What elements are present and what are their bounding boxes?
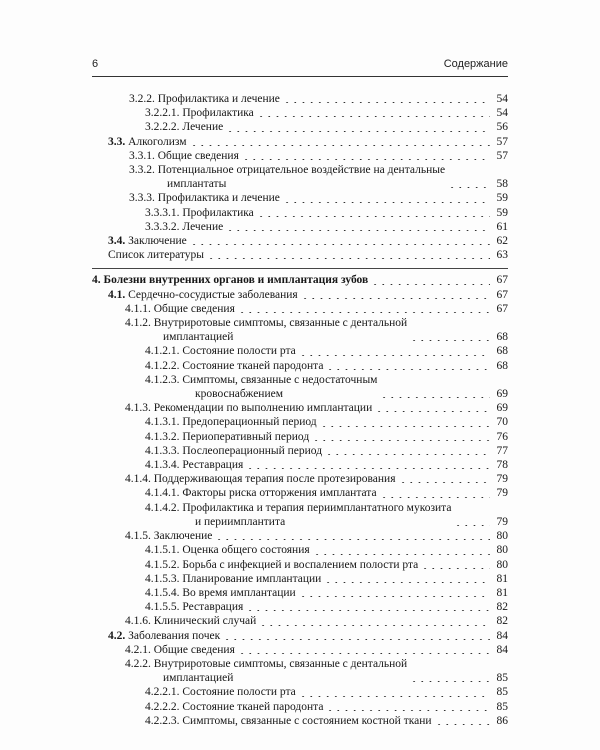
toc-entry-label [108,234,187,248]
dot-leader [299,355,490,356]
toc-entry-label [125,316,407,344]
dot-leader [283,102,490,103]
toc-entry-page: 80 [496,530,508,543]
toc-entry-number: 4.2. [108,629,126,642]
dot-leader [448,187,490,188]
dot-leader [246,610,490,611]
dot-leader [325,454,490,455]
toc-entry-page: 79 [496,473,508,486]
toc-entry-page: 84 [496,629,508,642]
toc-entry-page: 81 [496,572,508,585]
toc-entry-page: 79 [496,487,508,500]
toc-entry [92,501,508,529]
toc-entry [92,657,508,685]
toc-entry-label: 4.1.2.2. Состояние тканей пародонта [145,359,324,372]
toc-entry-page: 81 [496,586,508,599]
toc-entry [92,302,508,316]
dot-leader [215,539,490,540]
dot-leader [207,258,490,259]
toc-entry-label: 3.2.2.2. Лечение [145,121,224,134]
toc-entry-title: Алкоголизм [128,135,187,148]
toc-entry-page: 67 [496,302,508,315]
toc-entry-label: 4.1.5.1. Оценка общего состояния [145,544,310,557]
toc-entry-page: 84 [496,643,508,656]
toc-entry [92,191,508,205]
toc-entry-title: Заключение [128,235,187,248]
toc-entry-label: 4.1.5.3. Планирование имплантации [145,572,322,585]
toc-entry [92,614,508,628]
toc-entry [92,572,508,586]
toc-entry-page: 57 [496,135,508,148]
dot-leader [410,681,490,682]
toc-entry-label-line1: 4.1.2. Внутриротовые симптомы, связанные с дентальной [125,317,408,330]
toc-entry-page: 62 [496,235,508,248]
toc-entry-page: 68 [496,331,508,344]
toc-entry-number: 4.1. [108,288,126,301]
dot-leader [324,582,490,583]
running-header [92,58,508,74]
toc-entry-label [125,657,407,685]
toc-entry-label: 4.1.5.5. Реставрация [145,601,244,614]
toc-entry [92,586,508,600]
toc-entry-label: 4. Болезни внутренних органов и имплантация зубов [92,274,369,287]
toc-entry [92,401,508,415]
toc-entry [92,643,508,657]
toc-entry-page: 56 [496,121,508,134]
dot-leader [299,696,490,697]
dot-leader [238,312,490,313]
dot-leader [326,369,490,370]
toc-entry [92,234,508,248]
toc-entry-label [108,288,298,302]
toc-entry-label-line2: кровоснабжением [195,388,283,401]
toc-entry [92,316,508,344]
dot-leader [283,202,490,203]
toc-entry [92,444,508,458]
toc-entry-page: 68 [496,345,508,358]
dot-leader [421,568,490,569]
dot-leader [312,440,490,441]
toc-entry-label: 4.1.3.4. Реставрация [145,459,244,472]
toc-chapter [92,273,508,287]
section-divider [92,268,508,269]
toc-entry [92,629,508,643]
dot-leader [226,131,490,132]
toc-entry-page: 54 [496,107,508,120]
toc-entry-page: 82 [496,615,508,628]
toc-entry-label: 4.2.2.3. Симптомы, связанные с состоянием костной ткани [145,714,432,727]
toc-entry-page: 68 [496,359,508,372]
toc-entry-label: 3.2.2. Профилактика и лечение [129,93,280,105]
toc-entry [92,714,508,728]
toc-entry [92,486,508,500]
toc-entry [92,543,508,557]
toc-entry-page: 80 [496,544,508,557]
toc-entry [92,288,508,302]
toc-entry-label: 3.3.3.1. Профилактика [145,206,254,219]
toc-entry-label: Список литературы [108,249,204,262]
dot-leader [454,525,490,526]
dot-leader [301,298,490,299]
dot-leader [320,426,490,427]
toc-entry [92,700,508,714]
toc-entry-page: 70 [496,416,508,429]
dot-leader [190,244,490,245]
toc-entry-label-line2: имплантаты [167,178,227,191]
toc-entry-label [145,373,377,401]
dot-leader [435,724,490,725]
toc-entry-label: 4.1.3. Рекомендации по выполнению имплантации [125,402,373,415]
toc-entry [92,685,508,699]
toc-entry [92,149,508,163]
dot-leader [410,340,490,341]
toc-entry-label: 3.3.3. Профилактика и лечение [129,192,280,205]
toc-entry-page: 85 [496,700,508,713]
dot-leader [238,653,490,654]
toc-entry-label-line2: имплантацией [163,672,234,685]
header-rule [92,76,508,77]
toc-entry-label-line2: и периимплантита [195,515,286,528]
toc-entry-label: 4.1.4.1. Факторы риска отторжения имплантата [145,487,377,500]
toc-entry [92,430,508,444]
toc-entry-label: 4.1.5.2. Борьба с инфекцией и воспалением полости рта [145,558,419,571]
toc-entry-page: 69 [496,402,508,415]
toc-entry-label [108,135,187,149]
toc-entry [92,458,508,472]
toc-entry-title: Заболевания почек [128,629,221,642]
toc-entry [92,344,508,358]
toc-entry-label: 4.2.2.2. Состояние тканей пародонта [145,700,324,713]
toc-entry-label: 4.1.1. Общие сведения [125,302,235,315]
toc-entry [92,558,508,572]
dot-leader [246,468,490,469]
toc-entry-page: 86 [496,714,508,727]
toc-entry-page: 59 [496,206,508,219]
toc-entry [92,415,508,429]
toc-entry [92,472,508,486]
toc-entry-label: 4.1.3.2. Периоперативный период [145,430,310,443]
toc-entry-label-line1: 4.1.4.2. Профилактика и терапия периимплантатного мукозита [145,501,452,514]
dot-leader [190,145,490,146]
toc-entry [92,529,508,543]
dot-leader [226,230,490,231]
toc-entry-page: 69 [496,388,508,401]
toc-entry [92,135,508,149]
toc-entry-page: 54 [496,93,508,105]
toc-entry-page: 78 [496,459,508,472]
toc-entry-title: Сердечно-сосудистые заболевания [128,288,298,301]
toc-entry-page: 58 [496,178,508,191]
toc-entry-page: 85 [496,672,508,685]
dot-leader [257,116,490,117]
toc-entry [92,163,508,191]
toc-entry-label-line2: имплантацией [163,331,234,344]
toc-entry-number: 3.4. [108,235,126,248]
dot-leader [259,625,490,626]
toc-entry-page: 85 [496,686,508,699]
toc-entry-label [145,501,451,529]
dot-leader [257,216,490,217]
toc-entry-label: 4.1.4. Поддерживающая терапия после протезирования [125,473,396,486]
dot-leader [399,482,491,483]
toc-entry-page: 77 [496,444,508,457]
dot-leader [380,397,490,398]
dot-leader [371,284,490,285]
toc-entry [92,373,508,401]
toc-entry-page: 76 [496,430,508,443]
toc-entry-label-line1: 3.3.2. Потенциальное отрицательное воздействие на дентальные [129,164,446,177]
toc-entry-page: 79 [496,515,508,528]
toc-entry-page: 80 [496,558,508,571]
toc-entry-page: 59 [496,192,508,205]
toc-entry-page: 63 [496,249,508,262]
toc-entry-label [108,629,220,643]
toc-entry-label: 4.1.5.4. Во время имплантации [145,586,296,599]
table-of-contents [92,92,508,728]
toc-entry-label: 4.2.1. Общие сведения [125,643,235,656]
toc-entry-label [129,163,445,191]
toc-entry-page: 67 [496,274,508,287]
toc-entry-label-line1: 4.2.2. Внутриротовые симптомы, связанные с дентальной [125,657,408,670]
toc-entry [92,220,508,234]
dot-leader [380,497,490,498]
toc-entry [92,206,508,220]
toc-entry [92,106,508,120]
toc-entry-label: 4.2.2.1. Состояние полости рта [145,686,296,699]
running-title: Содержание [443,58,508,70]
dot-leader [375,411,490,412]
toc-entry-label: 4.1.6. Клинический случай [125,615,257,628]
toc-entry-page: 67 [496,288,508,301]
toc-entry-page: 61 [496,220,508,233]
toc-entry [92,359,508,373]
toc-entry-label-line1: 4.1.2.3. Симптомы, связанные с недостаточным [145,373,378,386]
toc-entry-label: 4.1.3.1. Предоперационный период [145,416,317,429]
toc-entry-label: 3.3.3.2. Лечение [145,220,224,233]
page-number: 6 [92,58,99,70]
dot-leader [242,159,490,160]
toc-entry [92,92,508,106]
dot-leader [326,710,490,711]
toc-entry-label: 4.1.5. Заключение [125,530,213,543]
toc-entry [92,120,508,134]
toc-entry-page: 57 [496,149,508,162]
toc-entry-label: 3.2.2.1. Профилактика [145,107,254,120]
toc-entry-label: 3.3.1. Общие сведения [129,149,239,162]
toc-entry-number: 3.3. [108,135,126,148]
toc-entry [92,248,508,262]
toc-entry-page: 82 [496,601,508,614]
dot-leader [299,596,490,597]
toc-entry-label: 4.1.3.3. Послеоперационный период [145,444,323,457]
dot-leader [313,554,490,555]
toc-entry-label: 4.1.2.1. Состояние полости рта [145,345,296,358]
toc-entry [92,600,508,614]
dot-leader [223,639,490,640]
